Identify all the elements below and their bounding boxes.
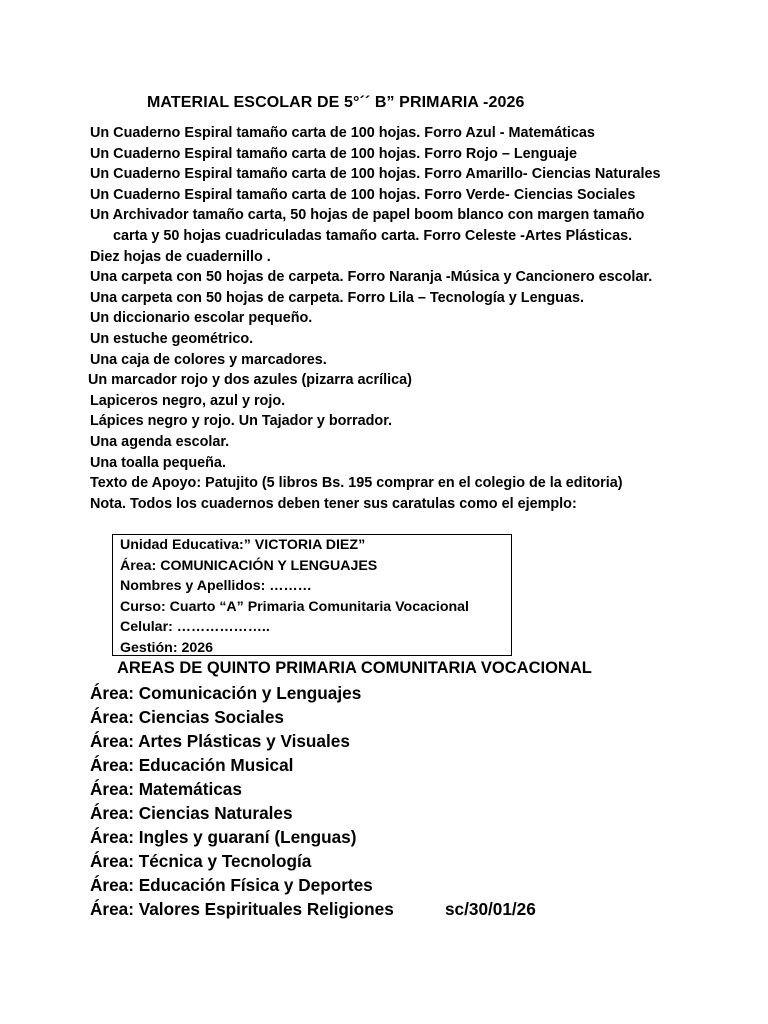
list-item: Un Cuaderno Espiral tamaño carta de 100 hojas. Forro Rojo – Lenguaje: [90, 145, 577, 162]
document-title: MATERIAL ESCOLAR DE 5°´´ B” PRIMARIA -2026: [147, 94, 525, 111]
area-item: Área: Valores Espirituales Religiones: [90, 899, 394, 919]
cover-year: Gestión: 2026: [120, 639, 214, 656]
area-item: Área: Ciencias Sociales: [90, 707, 284, 727]
list-item: Un diccionario escolar pequeño.: [90, 310, 313, 327]
cover-course: Curso: Cuarto “A” Primaria Comunitaria Vocacional: [120, 598, 469, 615]
cover-school: Unidad Educativa:” VICTORIA DIEZ”: [120, 537, 366, 553]
cover-name: Nombres y Apellidos: ………: [120, 578, 312, 595]
list-item: Una caja de colores y marcadores.: [90, 351, 327, 368]
area-item: Área: Educación Musical: [90, 755, 294, 775]
list-item: Un marcador rojo y dos azules (pizarra acrílica): [88, 372, 412, 389]
list-item: Una agenda escolar.: [90, 433, 230, 450]
area-item: Área: Comunicación y Lenguajes: [90, 683, 362, 703]
list-item: Un Cuaderno Espiral tamaño carta de 100 hojas. Forro Amarillo- Ciencias Naturales: [90, 166, 661, 183]
list-item: Un Cuaderno Espiral tamaño carta de 100 hojas. Forro Azul - Matemáticas: [90, 125, 595, 141]
area-item: Área: Ingles y guaraní (Lenguas): [90, 827, 357, 847]
list-item: Una carpeta con 50 hojas de carpeta. Forro Naranja -Música y Cancionero escolar.: [90, 269, 653, 286]
date-signature: sc/30/01/26: [445, 899, 536, 919]
list-item: Lápices negro y rojo. Un Tajador y borrador.: [90, 413, 392, 430]
list-item: Un Cuaderno Espiral tamaño carta de 100 hojas. Forro Verde- Ciencias Sociales: [90, 186, 636, 203]
list-item: Nota. Todos los cuadernos deben tener sus caratulas como el ejemplo:: [90, 495, 577, 512]
list-item: Texto de Apoyo: Patujito (5 libros Bs. 195 comprar en el colegio de la editoria): [90, 475, 623, 492]
area-item: Área: Técnica y Tecnología: [90, 851, 312, 871]
area-item: Área: Artes Plásticas y Visuales: [90, 731, 350, 751]
areas-heading: AREAS DE QUINTO PRIMARIA COMUNITARIA VOCACIONAL: [117, 659, 592, 677]
list-item: Lapiceros negro, azul y rojo.: [90, 392, 286, 409]
cover-example-box: [112, 534, 512, 656]
list-item: Un Archivador tamaño carta, 50 hojas de papel boom blanco con margen tamaño: [90, 207, 645, 224]
cover-phone: Celular: ………………..: [120, 619, 270, 636]
list-item: Un estuche geométrico.: [90, 330, 254, 347]
areas-list: [90, 681, 394, 921]
list-item-continuation: carta y 50 hojas cuadriculadas tamaño carta. Forro Celeste -Artes Plásticas.: [113, 227, 633, 244]
area-item: Área: Educación Física y Deportes: [90, 875, 373, 895]
list-item: Diez hojas de cuadernillo .: [90, 248, 271, 265]
area-item: Área: Matemáticas: [90, 779, 242, 799]
area-item: Área: Ciencias Naturales: [90, 803, 293, 823]
materials-list: [90, 123, 730, 514]
list-item: Una carpeta con 50 hojas de carpeta. Forro Lila – Tecnología y Lenguas.: [90, 289, 584, 306]
list-item: Una toalla pequeña.: [90, 454, 226, 471]
cover-area: Área: COMUNICACIÓN Y LENGUAJES: [120, 557, 378, 574]
